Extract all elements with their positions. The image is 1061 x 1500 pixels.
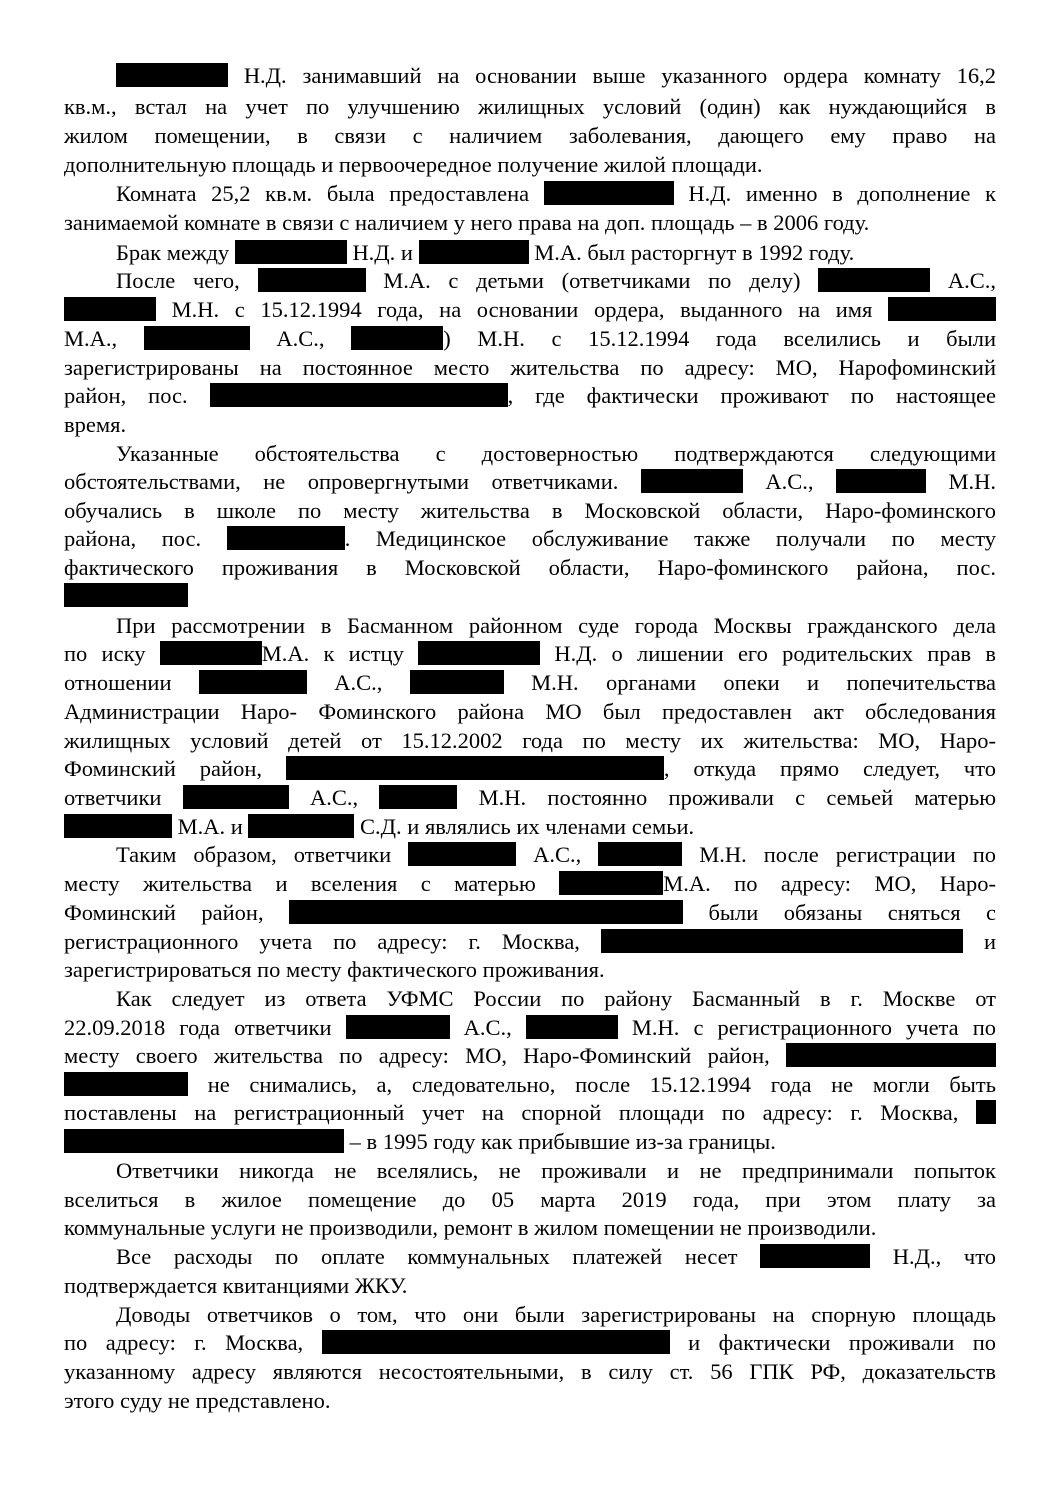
redaction	[641, 469, 743, 493]
redaction	[544, 181, 674, 205]
text-segment: 22.09.2018 года ответчики	[64, 1015, 332, 1040]
text-line	[64, 698, 996, 726]
text-segment: М.А. и	[177, 814, 243, 839]
text-line	[116, 440, 996, 468]
text-segment: занимаемой комнате в связи с наличием у него права на доп. площадь – в 2006 году.	[64, 210, 870, 235]
text-line	[64, 956, 996, 984]
text-segment: Ответчики никогда не вселялись, не проживали и не предпринимали попыток	[116, 1158, 996, 1183]
text-segment: Н.Д. занимавший на основании выше указанного ордера комнату 16,2	[243, 63, 996, 88]
text-segment: Н.Д. и	[352, 240, 413, 265]
text-line	[64, 582, 996, 610]
text-segment: Комната 25,2 кв.м. была предоставлена	[116, 181, 530, 206]
text-segment: по адресу: г. Москва,	[64, 1330, 304, 1355]
redaction	[976, 1100, 996, 1124]
text-line	[64, 727, 996, 755]
text-segment: жилищных условий детей от 15.12.2002 года по месту их жительства: МО, Наро-	[64, 728, 996, 753]
text-segment: М.А. к истцу	[261, 641, 404, 666]
redaction	[419, 240, 529, 264]
text-line	[64, 1387, 996, 1415]
text-line	[64, 554, 996, 582]
text-segment: Указанные обстоятельства с достоверностью подтверждаются следующими	[116, 441, 996, 466]
text-segment: Н.Д. именно в дополнение к	[688, 181, 996, 206]
redaction	[379, 785, 457, 809]
text-segment: М.А. с детьми (ответчиками по делу)	[383, 268, 801, 293]
text-segment: Доводы ответчиков о том, что они были зарегистрированы на спорную площадь	[116, 1302, 996, 1327]
text-segment: указанному адресу являются несостоятельными, в силу ст. 56 ГПК РФ, доказательств	[64, 1359, 996, 1384]
text-segment: фактического проживания в Московской области, Наро-фоминского района, пос.	[64, 555, 996, 580]
text-segment: время.	[64, 412, 127, 437]
text-segment: зарегистрированы на постоянное место жительства по адресу: МО, Нарофоминский	[64, 355, 996, 380]
redaction	[64, 814, 172, 838]
text-line	[64, 122, 996, 150]
redaction	[64, 297, 156, 321]
redaction	[410, 670, 504, 694]
redaction	[760, 1244, 870, 1268]
text-segment: Фоминский район,	[64, 756, 262, 781]
text-line	[116, 612, 996, 640]
text-segment: . Медицинское обслуживание также получали по месту	[344, 526, 996, 551]
text-segment: были обязаны сняться с	[708, 900, 996, 925]
text-line	[116, 1243, 996, 1271]
text-segment: А.С.,	[765, 469, 814, 494]
text-segment: М.Н.	[948, 469, 996, 494]
text-line	[64, 1358, 996, 1386]
text-segment: обстоятельствами, не опровергнутыми ответчиками.	[64, 469, 619, 494]
text-line	[116, 1157, 996, 1185]
redaction	[64, 1129, 344, 1153]
text-segment: зарегистрироваться по месту фактического проживания.	[64, 957, 605, 982]
redaction	[526, 1015, 618, 1039]
text-segment: Брак между	[116, 240, 230, 265]
redaction	[286, 756, 664, 780]
text-segment: обучались в школе по месту жительства в Московской области, Наро-фоминского	[64, 498, 996, 523]
text-segment: района, пос.	[64, 526, 202, 551]
text-line	[64, 411, 996, 439]
text-segment: коммунальные услуги не производили, ремонт в жилом помещении не производили.	[64, 1215, 877, 1240]
text-line	[64, 1099, 996, 1127]
text-line	[64, 1014, 996, 1042]
redaction	[351, 326, 443, 350]
text-line	[64, 784, 996, 812]
text-segment: месту своего жительства по адресу: МО, Наро-Фоминский район,	[64, 1043, 770, 1068]
text-line	[64, 209, 996, 237]
text-line	[64, 640, 996, 668]
text-segment: А.С.,	[947, 268, 996, 293]
text-line	[64, 870, 996, 898]
text-segment: При рассмотрении в Басманном районном суде города Москвы гражданского дела	[116, 613, 996, 638]
redaction	[601, 929, 963, 953]
text-line	[64, 1042, 996, 1070]
text-line	[116, 62, 996, 90]
text-segment: , где фактически проживают по настоящее	[507, 383, 996, 408]
text-segment: После чего,	[116, 268, 240, 293]
text-segment: отношении	[64, 670, 172, 695]
redaction	[418, 641, 540, 665]
text-line	[64, 1186, 996, 1214]
text-segment: и фактически проживали по	[688, 1330, 996, 1355]
text-segment: М.А. по адресу: МО, Наро-	[663, 871, 996, 896]
text-segment: Как следует из ответа УФМС России по району Басманный в г. Москве от	[116, 986, 996, 1011]
text-segment: регистрационного учета по адресу: г. Москва,	[64, 929, 580, 954]
text-segment: , откуда прямо следует, что	[663, 756, 996, 781]
text-segment: М.А.,	[64, 326, 118, 351]
text-segment: А.С.,	[533, 842, 582, 867]
redaction	[248, 814, 354, 838]
redaction	[786, 1043, 996, 1067]
redaction	[235, 240, 347, 264]
text-line	[116, 841, 996, 869]
redaction	[408, 842, 516, 866]
text-line	[64, 669, 996, 697]
text-segment: М.Н. после регистрации по	[699, 842, 996, 867]
redaction	[199, 670, 307, 694]
text-segment: месту жительства и вселения с матерью	[64, 871, 536, 896]
text-segment: этого суду не представлено.	[64, 1388, 331, 1413]
text-line	[64, 755, 996, 783]
text-segment: Администрации Наро- Фоминского района МО был предоставлен акт обследования	[64, 699, 996, 724]
text-line	[116, 239, 996, 267]
text-segment: район, пос.	[64, 383, 188, 408]
redaction	[836, 469, 926, 493]
text-line	[116, 1301, 996, 1329]
redaction	[818, 268, 930, 292]
redaction	[116, 63, 228, 87]
text-segment: А.С.,	[334, 670, 383, 695]
redaction	[346, 1015, 450, 1039]
text-segment: дополнительную площадь и первоочередное получение жилой площади.	[64, 152, 763, 177]
redaction	[322, 1330, 670, 1354]
text-line	[64, 1272, 996, 1300]
text-segment: подтверждается квитанциями ЖКУ.	[64, 1273, 408, 1298]
text-segment: не снимались, а, следовательно, после 15.12.1994 года не могли быть	[207, 1072, 996, 1097]
text-segment: Все расходы по оплате коммунальных платежей несет	[116, 1244, 738, 1269]
text-segment: по иску	[64, 641, 146, 666]
text-line	[116, 267, 996, 295]
text-segment: М.Н. с регистрационного учета по	[631, 1015, 996, 1040]
text-segment: С.Д. и являлись их членами семьи.	[360, 814, 695, 839]
text-segment: Фоминский район,	[64, 900, 264, 925]
text-line	[64, 813, 996, 841]
text-segment: Н.Д. о лишении его родительских прав в	[554, 641, 996, 666]
text-line	[64, 525, 996, 553]
text-line	[116, 985, 996, 1013]
text-segment: А.С.,	[309, 785, 359, 810]
redaction	[888, 297, 996, 321]
text-segment: А.С.,	[276, 326, 325, 351]
text-line	[64, 1214, 996, 1242]
text-segment: М.Н. с 15.12.1994 года, на основании ордера, выданного на имя	[171, 297, 873, 322]
text-line	[64, 1128, 996, 1156]
text-segment: поставлены на регистрационный учет на спорной площади по адресу: г. Москва,	[64, 1100, 959, 1125]
text-line	[64, 497, 996, 525]
text-line	[64, 382, 996, 410]
redaction	[183, 785, 289, 809]
text-line	[64, 296, 996, 324]
text-line	[116, 180, 996, 208]
text-segment: ответчики	[64, 785, 162, 810]
redaction	[227, 526, 345, 550]
text-line	[64, 354, 996, 382]
text-line	[64, 1329, 996, 1357]
redaction	[64, 583, 188, 607]
text-segment: М.Н. органами опеки и попечительства	[531, 670, 996, 695]
redaction	[258, 268, 366, 292]
text-segment: жилом помещении, в связи с наличием заболевания, дающего ему право на	[64, 123, 996, 148]
redaction	[210, 383, 508, 407]
text-segment: ) М.Н. с 15.12.1994 года вселились и были	[443, 326, 996, 351]
redaction	[598, 842, 682, 866]
text-segment: Таким образом, ответчики	[116, 842, 392, 867]
text-line	[64, 1071, 996, 1099]
text-segment: – в 1995 году как прибывшие из-за границы.	[349, 1129, 776, 1154]
redaction	[64, 1072, 188, 1096]
text-segment: М.Н. постоянно проживали с семьей матерью	[478, 785, 996, 810]
text-segment: Н.Д., что	[892, 1244, 996, 1269]
redaction	[160, 641, 262, 665]
text-line	[64, 928, 996, 956]
text-line	[64, 899, 996, 927]
text-segment: вселиться в жилое помещение до 05 марта 2019 года, при этом плату за	[64, 1187, 996, 1212]
redaction	[559, 871, 663, 895]
text-segment: и	[983, 929, 996, 954]
text-line	[64, 151, 996, 179]
text-line	[64, 468, 996, 496]
redaction	[289, 900, 683, 924]
text-segment: кв.м., встал на учет по улучшению жилищных условий (один) как нуждающийся в	[64, 94, 996, 119]
text-segment: М.А. был расторгнут в 1992 году.	[534, 240, 855, 265]
text-line	[64, 325, 996, 353]
redaction	[144, 326, 250, 350]
text-segment: А.С.,	[463, 1015, 512, 1040]
text-line	[64, 93, 996, 121]
